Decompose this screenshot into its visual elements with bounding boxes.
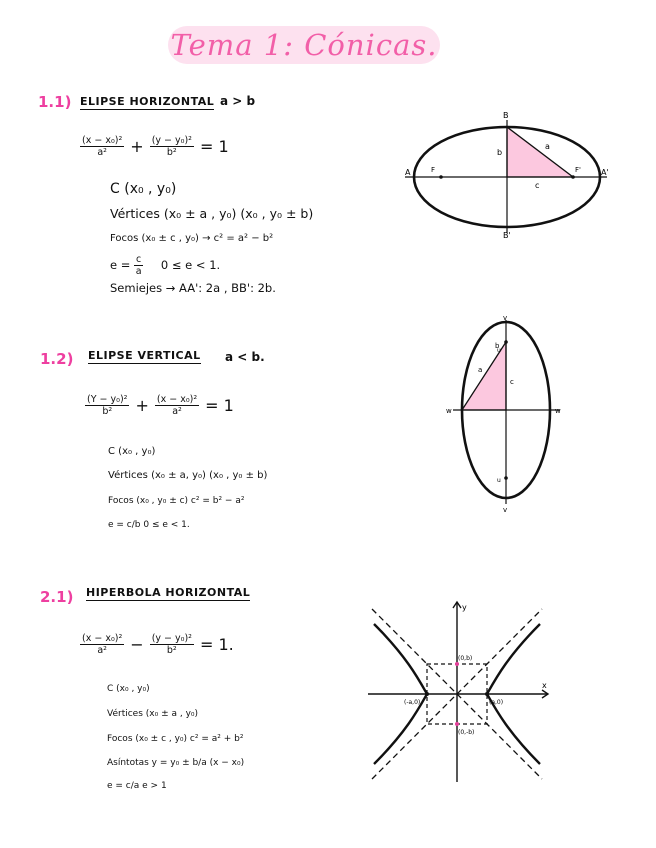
section-number: 1.2) [40, 350, 74, 368]
segment-label-c: c [535, 181, 540, 190]
vertex-point [485, 692, 489, 696]
eccentricity-denominator: a [135, 266, 142, 277]
eccentricity-line [110, 254, 220, 277]
foci-line: Focos (x₀ ± c , y₀) c² = a² + b² [107, 734, 244, 744]
focal-triangle [507, 127, 573, 177]
eccentricity-line: e = c/a e > 1 [107, 781, 167, 791]
vertex-label-left: (-a,0) [404, 699, 421, 706]
equation-rhs: = 1. [199, 635, 234, 654]
equation-numerator: (x − x₀)² [156, 394, 198, 405]
segment-label-b: b [497, 148, 503, 157]
vertex-label-b: B [503, 111, 509, 120]
section-condition: a > b [220, 94, 256, 108]
vertex-label-b-prime: B' [503, 231, 511, 240]
section-heading: ELIPSE VERTICAL [88, 349, 201, 362]
equation-rhs: = 1 [199, 137, 229, 156]
equation-denominator: a² [97, 645, 107, 656]
equation-numerator: (y − y₀)² [151, 135, 192, 146]
segment-label-a: a [545, 142, 550, 151]
ellipse-equation [80, 135, 235, 158]
focus-label-prime: F' [575, 166, 581, 174]
equation-numerator: (x − x₀)² [82, 135, 123, 146]
focus-point [504, 340, 508, 344]
co-vertex-label-top: (0,b) [458, 655, 473, 662]
center-line: C (x₀ , y₀) [107, 684, 150, 694]
focus-label: u [497, 347, 501, 354]
focus-label: F [431, 166, 436, 174]
vertex-label-bottom: v [503, 506, 508, 514]
section-condition: a < b. [225, 350, 265, 364]
focus-point [504, 476, 508, 480]
center-line: C (x₀ , y₀) [108, 446, 156, 457]
section-number: 1.1) [38, 93, 72, 111]
eccentricity-range: 0 ≤ e < 1. [160, 258, 221, 272]
focus-label: u [497, 477, 501, 484]
ellipse-equation [85, 394, 240, 417]
horizontal-ellipse-diagram [395, 105, 625, 240]
segment-label-c: c [510, 378, 514, 386]
equation-denominator: b² [166, 645, 177, 656]
section-heading: ELIPSE HORIZONTAL [80, 95, 215, 108]
eccentricity-line: e = c/b 0 ≤ e < 1. [108, 520, 190, 530]
eccentricity-label: e = [110, 258, 131, 272]
hyperbola-diagram [360, 598, 560, 788]
co-vertex-point [455, 662, 459, 666]
section-number: 2.1) [40, 588, 74, 606]
hyperbola-equation [80, 633, 240, 656]
equation-rhs: = 1 [205, 396, 234, 415]
vertex-label-right: w [555, 407, 561, 415]
vertex-label-left: w [446, 407, 452, 415]
equation-operator: + [135, 396, 149, 415]
equation-numerator: (Y − y₀)² [87, 394, 128, 405]
vertical-ellipse-diagram [445, 312, 570, 517]
equation-denominator: b² [166, 147, 177, 158]
equation-operator: + [130, 137, 144, 156]
vertex-label-top: v [503, 314, 508, 322]
eccentricity-numerator: c [136, 254, 142, 265]
x-axis-label: x [542, 681, 547, 690]
equation-operator: − [130, 635, 144, 654]
equation-numerator: (x − x₀)² [82, 633, 123, 644]
foci-line: Focos (x₀ , y₀ ± c) c² = b² − a² [108, 496, 245, 506]
co-vertex-point [455, 722, 459, 726]
co-vertex-label-bottom: (0,-b) [458, 729, 475, 736]
vertices-line: Vértices (x₀ ± a , y₀) (x₀ , y₀ ± b) [110, 206, 314, 221]
equation-denominator: a² [172, 406, 182, 417]
vertex-label-a: A [405, 168, 411, 177]
section-heading: HIPERBOLA HORIZONTAL [86, 586, 251, 599]
foci-line: Focos (x₀ ± c , y₀) → c² = a² − b² [110, 233, 274, 244]
center-line: C (x₀ , y₀) [110, 181, 177, 197]
vertices-line: Vértices (x₀ ± a , y₀) [107, 709, 199, 719]
focus-point [439, 175, 443, 179]
vertex-point [425, 692, 429, 696]
segment-label-b: b [495, 342, 500, 350]
segment-label-a: a [478, 366, 483, 374]
equation-denominator: b² [102, 406, 113, 417]
vertex-label-right: (a,0) [489, 699, 504, 706]
vertices-line: Vértices (x₀ ± a, y₀) (x₀ , y₀ ± b) [108, 470, 268, 481]
equation-denominator: a² [97, 147, 107, 158]
y-axis-label: y [462, 603, 467, 612]
equation-numerator: (y − y₀)² [151, 633, 192, 644]
vertex-label-a-prime: A' [601, 168, 609, 177]
page-title: Tema 1: Cónicas. [170, 28, 438, 62]
focus-point [571, 175, 575, 179]
semiaxes-line: Semiejes → AA': 2a , BB': 2b. [110, 281, 276, 295]
asymptotes-line: Asíntotas y = y₀ ± b/a (x − x₀) [107, 758, 245, 768]
